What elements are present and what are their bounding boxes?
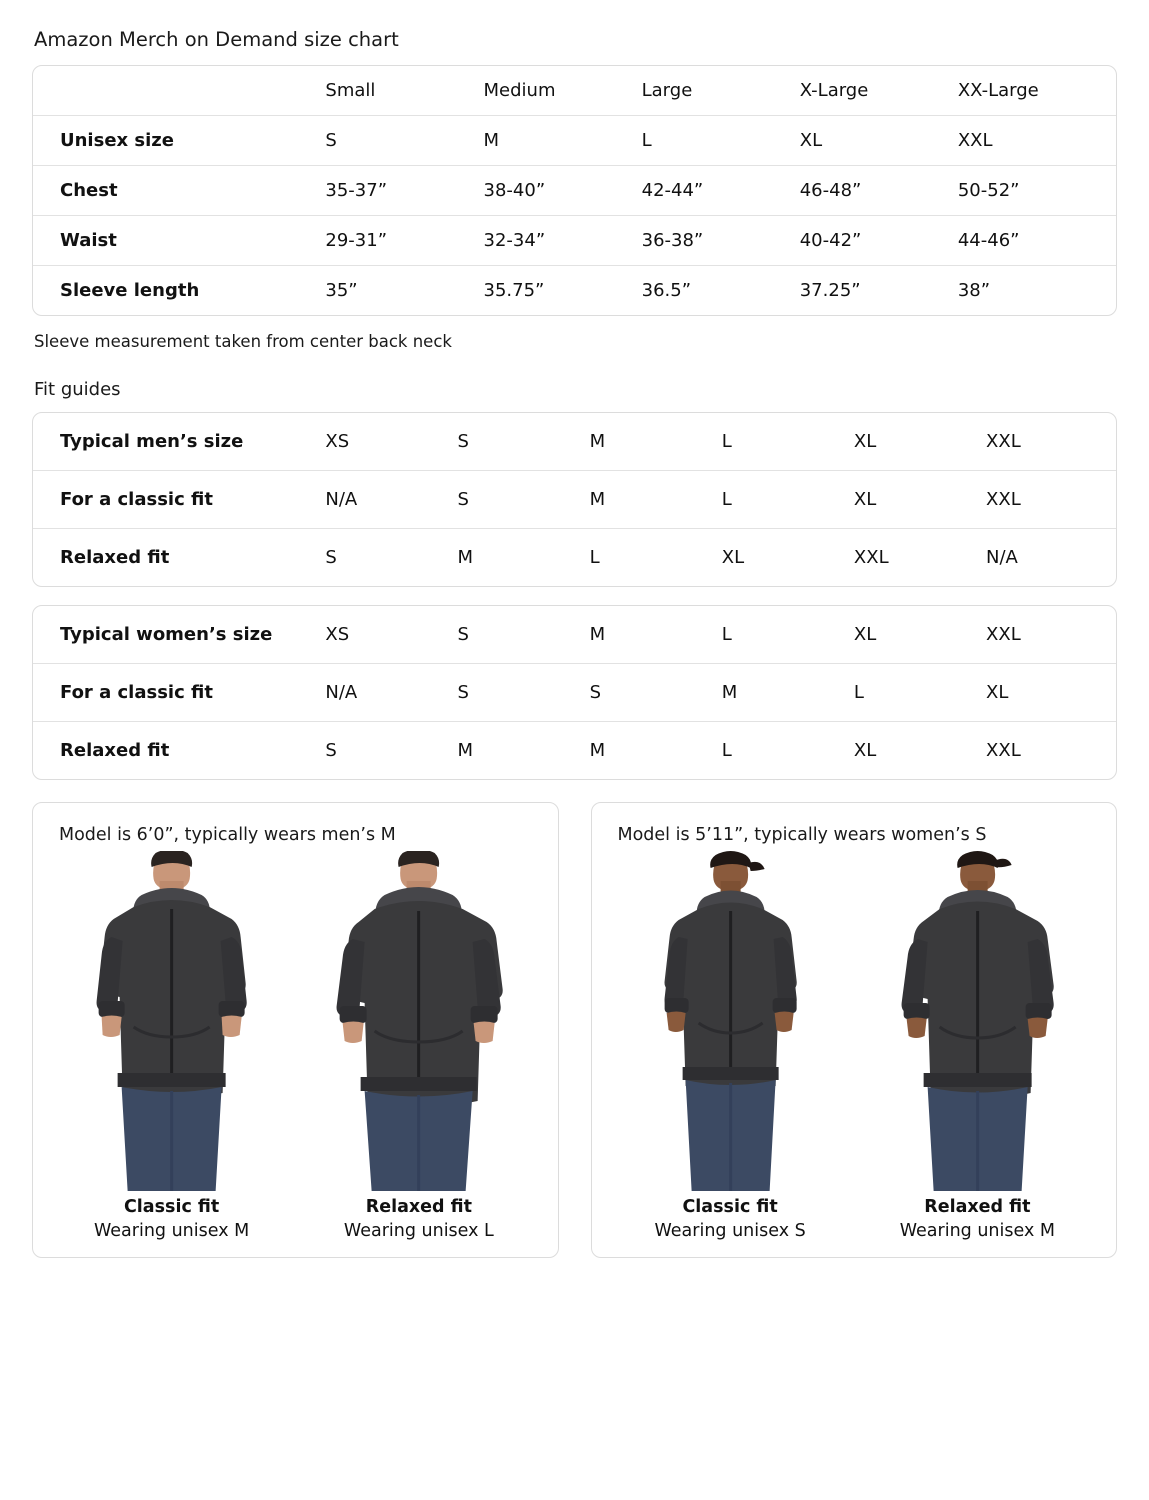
table-row <box>33 722 1116 780</box>
cell: 40-42” <box>800 216 958 266</box>
table-row <box>33 529 1116 587</box>
row-label-womens-relaxed-fit: Relaxed fit <box>33 722 325 780</box>
wearing-label: Wearing unisex M <box>94 1221 250 1241</box>
table-row <box>33 166 1116 216</box>
table-row <box>33 216 1116 266</box>
cell: M <box>722 664 854 722</box>
cell: L <box>590 529 722 587</box>
mens-classic-fit-photo <box>53 851 290 1191</box>
cell: 36.5” <box>642 266 800 316</box>
cell: XL <box>854 722 986 780</box>
table-row <box>33 116 1116 166</box>
cell: S <box>325 116 483 166</box>
row-label-unisex-size: Unisex size <box>33 116 325 166</box>
cell: XXL <box>986 431 1021 452</box>
womens-fit-table <box>33 606 1116 779</box>
row-label-chest: Chest <box>33 166 325 216</box>
cell: 37.25” <box>800 266 958 316</box>
cell: M <box>589 431 606 452</box>
cell: XL <box>722 529 854 587</box>
cell: M <box>589 624 606 645</box>
fit-label: Relaxed fit <box>924 1197 1031 1217</box>
cell: L <box>722 471 854 529</box>
cell: 35.75” <box>484 266 642 316</box>
column-header-small: Small <box>325 80 376 101</box>
cell: 35” <box>325 266 483 316</box>
cell: N/A <box>986 529 1116 587</box>
mens-fit-guide-card <box>32 412 1117 587</box>
womens-relaxed-fit-photo <box>859 851 1096 1191</box>
mens-relaxed-fit-figure <box>300 851 537 1241</box>
column-header-xlarge: X-Large <box>799 80 869 101</box>
cell: 32-34” <box>484 216 642 266</box>
table-row <box>33 266 1116 316</box>
mens-model-card <box>32 802 559 1258</box>
row-label-mens-relaxed-fit: Relaxed fit <box>33 529 325 587</box>
cell: XL <box>800 116 958 166</box>
cell: XS <box>325 431 350 452</box>
fit-guides-label: Fit guides <box>34 379 121 400</box>
size-chart-table <box>33 66 1116 315</box>
table-row <box>33 606 1116 664</box>
cell: M <box>590 471 722 529</box>
cell: L <box>854 664 986 722</box>
table-row <box>33 664 1116 722</box>
page-title: Amazon Merch on Demand size chart <box>34 28 399 51</box>
model-photo-cards <box>32 802 1117 1258</box>
column-header-large: Large <box>641 80 693 101</box>
cell: XL <box>853 431 877 452</box>
cell: 36-38” <box>642 216 800 266</box>
mens-relaxed-fit-photo <box>300 851 537 1191</box>
column-header-medium: Medium <box>483 80 556 101</box>
row-label-womens-classic-fit: For a classic fit <box>33 664 325 722</box>
cell: 38-40” <box>484 166 642 216</box>
cell: 44-46” <box>958 216 1116 266</box>
wearing-label: Wearing unisex L <box>343 1221 494 1241</box>
cell: M <box>458 529 590 587</box>
cell: N/A <box>325 471 457 529</box>
cell: S <box>590 664 722 722</box>
cell: L <box>721 431 732 452</box>
womens-fit-guide-card <box>32 605 1117 780</box>
fit-label: Classic fit <box>682 1197 778 1217</box>
row-label-typical-womens-size: Typical women’s size <box>60 624 273 645</box>
table-header-row <box>33 66 1116 116</box>
mens-model-caption: Model is 6’0”, typically wears men’s M <box>59 825 396 845</box>
cell: 42-44” <box>642 166 800 216</box>
womens-relaxed-fit-figure <box>859 851 1096 1241</box>
row-label-waist: Waist <box>33 216 325 266</box>
cell: S <box>325 722 457 780</box>
wearing-label: Wearing unisex M <box>899 1221 1055 1241</box>
cell: 29-31” <box>325 216 483 266</box>
mens-fit-table <box>33 413 1116 586</box>
cell: M <box>484 116 642 166</box>
cell: 46-48” <box>800 166 958 216</box>
cell: 38” <box>958 266 1116 316</box>
cell: XL <box>986 664 1116 722</box>
womens-model-card <box>591 802 1118 1258</box>
column-header-blank <box>33 66 325 116</box>
cell: XL <box>854 471 986 529</box>
cell: XXL <box>958 116 1116 166</box>
wearing-label: Wearing unisex S <box>654 1221 806 1241</box>
cell: 50-52” <box>958 166 1116 216</box>
cell: XXL <box>986 722 1116 780</box>
table-row <box>33 413 1116 471</box>
fit-label: Relaxed fit <box>365 1197 472 1217</box>
womens-model-caption: Model is 5’11”, typically wears women’s S <box>617 825 987 845</box>
cell: S <box>457 624 469 645</box>
fit-label: Classic fit <box>123 1197 220 1217</box>
cell: L <box>721 624 732 645</box>
cell: L <box>642 116 800 166</box>
row-label-mens-classic-fit: For a classic fit <box>33 471 325 529</box>
cell: XS <box>325 624 350 645</box>
column-header-xxlarge: XX-Large <box>957 80 1039 101</box>
cell: S <box>458 664 590 722</box>
cell: XL <box>853 624 877 645</box>
mens-classic-fit-figure <box>53 851 290 1241</box>
sleeve-measurement-note: Sleeve measurement taken from center back neck <box>34 332 452 351</box>
cell: S <box>457 431 469 452</box>
row-label-sleeve-length: Sleeve length <box>33 266 325 316</box>
womens-classic-fit-figure <box>612 851 849 1241</box>
cell: XXL <box>986 624 1021 645</box>
womens-classic-fit-photo <box>612 851 849 1191</box>
cell: S <box>325 529 457 587</box>
cell: M <box>458 722 590 780</box>
cell: N/A <box>325 664 457 722</box>
cell: XXL <box>986 471 1116 529</box>
row-label-typical-mens-size: Typical men’s size <box>60 431 244 452</box>
cell: 35-37” <box>325 166 483 216</box>
cell: XXL <box>854 529 986 587</box>
cell: L <box>722 722 854 780</box>
table-row <box>33 471 1116 529</box>
cell: S <box>458 471 590 529</box>
size-chart-card <box>32 65 1117 316</box>
cell: M <box>590 722 722 780</box>
